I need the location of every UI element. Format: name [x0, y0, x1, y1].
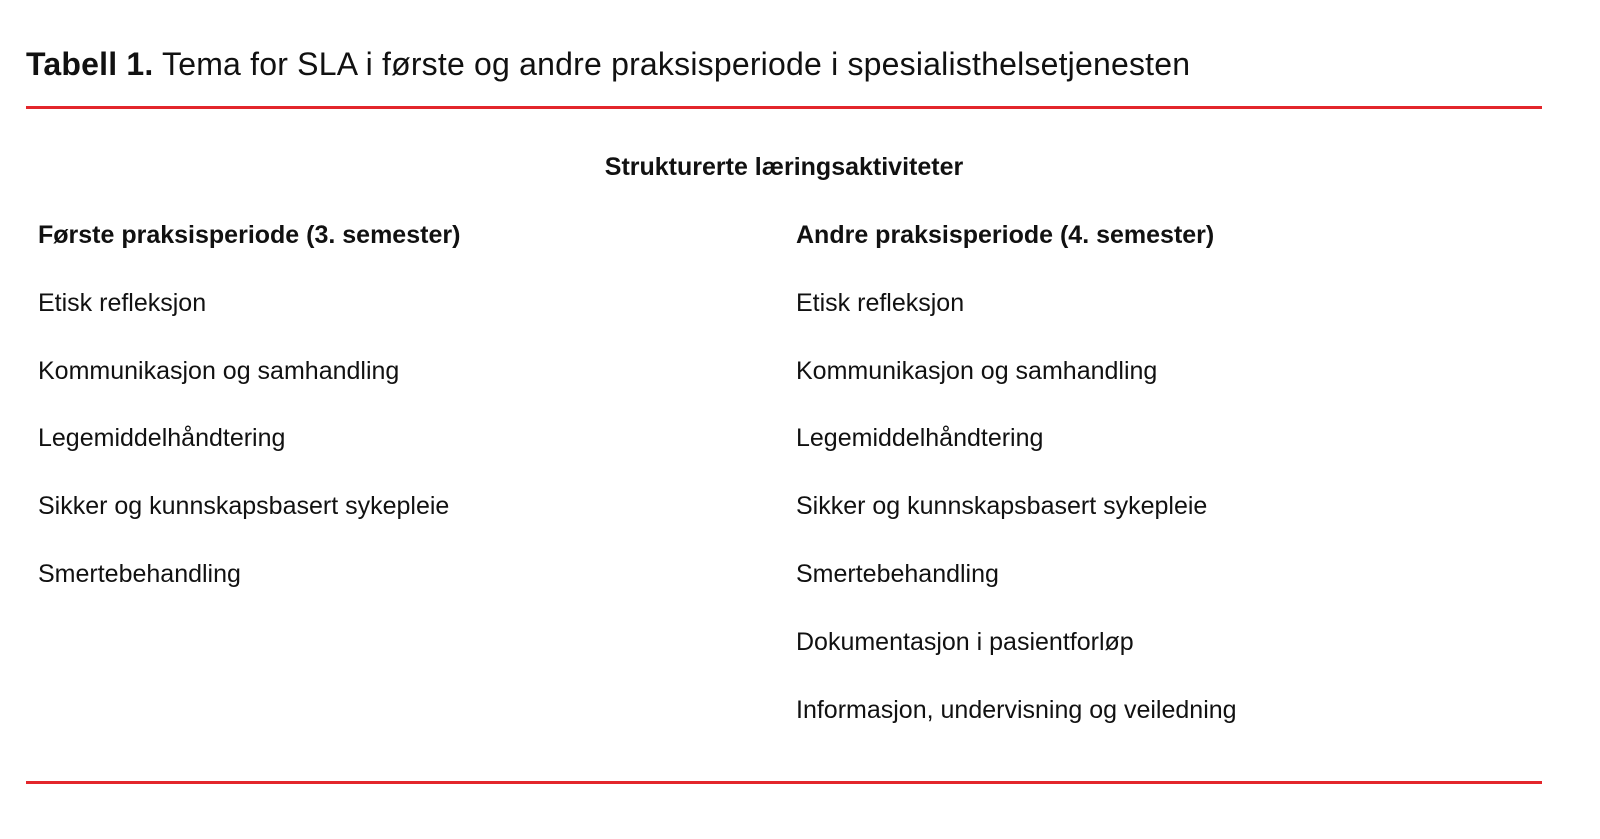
table-cell: Smertebehandling [796, 559, 999, 588]
top-rule [26, 106, 1542, 109]
column-second-period [796, 219, 1237, 761]
table-cell: Etisk refleksjon [38, 288, 207, 317]
table-cell: Dokumentasjon i pasientforløp [796, 627, 1134, 656]
table-cell: Legemiddelhåndtering [38, 424, 286, 453]
column-first-period [38, 219, 460, 626]
table-cell: Smertebehandling [38, 559, 241, 588]
caption-label: Tabell 1. [26, 46, 154, 82]
table-cell: Sikker og kunnskapsbasert sykepleie [38, 492, 450, 521]
table-cell: Kommunikasjon og samhandling [796, 356, 1158, 385]
table-group-header: Strukturerte læringsaktiviteter [604, 153, 964, 181]
table-cell: Sikker og kunnskapsbasert sykepleie [796, 492, 1208, 521]
table-cell: Legemiddelhåndtering [796, 424, 1044, 453]
caption-text: Tema for SLA i første og andre praksisperiode i spesialisthelsetjenesten [162, 46, 1191, 82]
column-header: Første praksisperiode (3. semester) [38, 221, 461, 249]
column-header: Andre praksisperiode (4. semester) [796, 221, 1215, 249]
table-cell: Kommunikasjon og samhandling [38, 356, 400, 385]
bottom-rule [26, 781, 1542, 784]
table-cell: Etisk refleksjon [796, 288, 965, 317]
table-cell: Informasjon, undervisning og veiledning [796, 695, 1237, 724]
table-caption [26, 42, 1190, 86]
